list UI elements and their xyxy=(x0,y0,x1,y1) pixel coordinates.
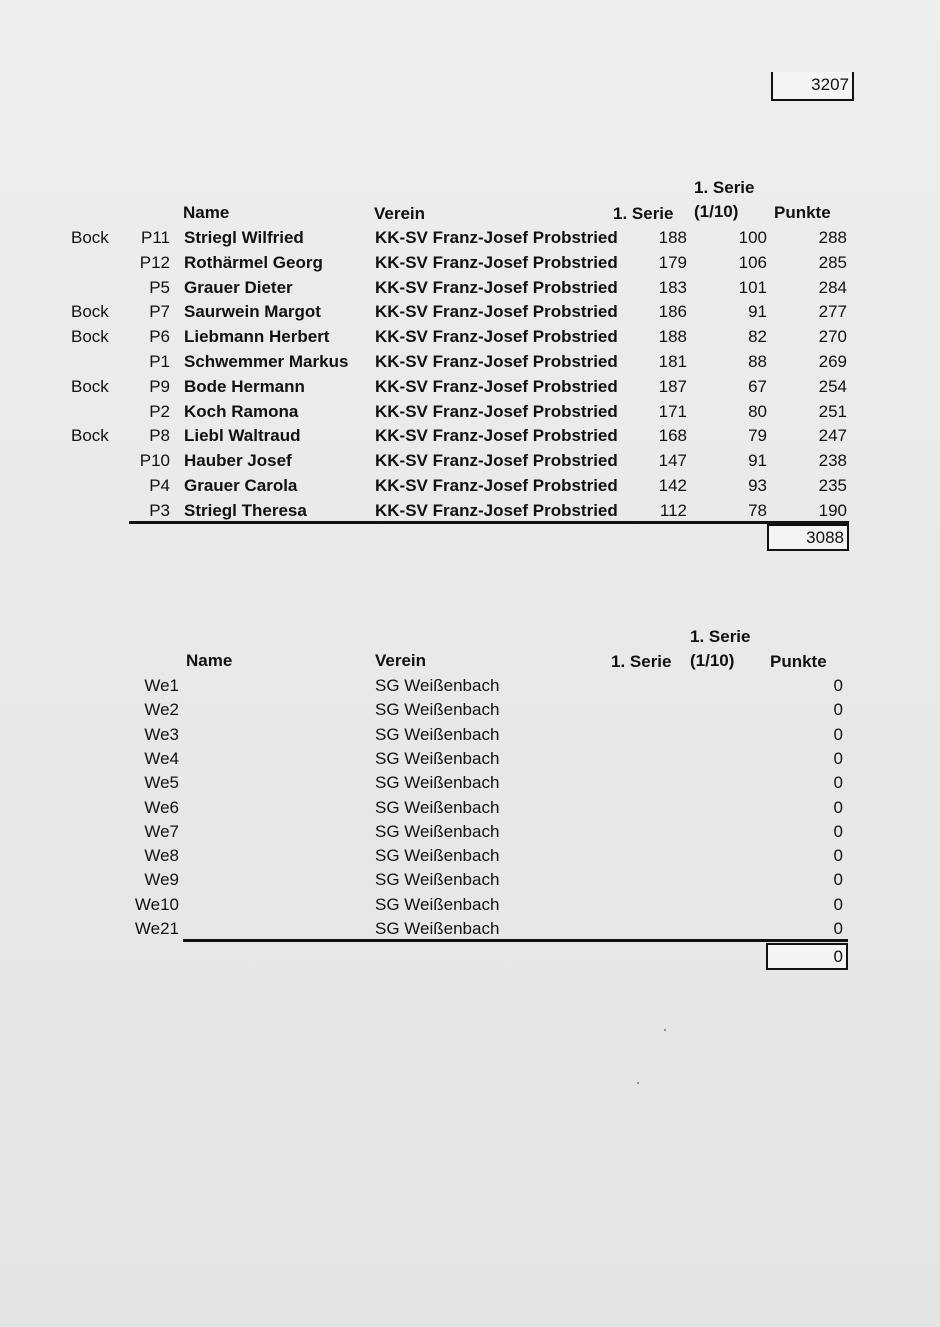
row-punkte: 254 xyxy=(818,376,847,396)
row-position: We6 xyxy=(144,797,179,817)
team1-sum-rule xyxy=(129,521,849,524)
row-name: Liebl Waltraud xyxy=(184,426,301,446)
row-position: P11 xyxy=(141,228,170,247)
row-verein: SG Weißenbach xyxy=(375,919,500,938)
row-name: Hauber Josef xyxy=(184,451,292,471)
row-name: Liebmann Herbert xyxy=(184,327,330,347)
team1-header-serie-tenth-line2: (1/10) xyxy=(694,202,739,221)
team1-header-name: Name xyxy=(183,203,230,222)
row-serie-tenth: 79 xyxy=(748,426,767,446)
row-serie-tenth: 91 xyxy=(748,302,767,322)
row-position: We10 xyxy=(134,894,179,914)
row-punkte: 0 xyxy=(833,724,843,744)
row-verein: KK-SV Franz-Josef Probstried xyxy=(375,376,618,396)
row-verein: SG Weißenbach xyxy=(375,894,500,914)
row-serie: 188 xyxy=(658,327,687,347)
row-verein: KK-SV Franz-Josef Probstried xyxy=(375,476,618,495)
row-position: We4 xyxy=(144,748,179,768)
row-position: We3 xyxy=(144,724,179,744)
row-serie-tenth: 93 xyxy=(748,476,767,495)
row-punkte: 251 xyxy=(818,401,847,421)
row-punkte: 277 xyxy=(818,302,847,322)
row-name: Grauer Carola xyxy=(184,476,298,495)
row-serie: 188 xyxy=(658,228,687,247)
row-position: We1 xyxy=(144,676,179,695)
row-position: P1 xyxy=(149,352,170,371)
row-name: Koch Ramona xyxy=(184,401,299,421)
paper-speck xyxy=(664,1029,666,1031)
row-position: P7 xyxy=(149,302,170,322)
team2-header-punkte: Punkte xyxy=(770,652,827,671)
team2-header-name: Name xyxy=(186,651,233,670)
team1-total-box: 3088 xyxy=(767,524,849,551)
team2-total-box: 0 xyxy=(766,943,848,970)
row-name: Bode Hermann xyxy=(184,376,305,396)
team2-header-verein: Verein xyxy=(375,651,427,670)
row-verein: SG Weißenbach xyxy=(375,846,500,866)
row-verein: SG Weißenbach xyxy=(375,724,500,744)
row-position: We8 xyxy=(144,846,179,866)
row-verein: KK-SV Franz-Josef Probstried xyxy=(375,302,618,322)
row-position: We9 xyxy=(144,870,179,890)
row-serie-tenth: 88 xyxy=(748,352,767,371)
row-serie: 186 xyxy=(658,302,687,322)
row-serie-tenth: 106 xyxy=(738,252,767,272)
row-tag: Bock xyxy=(71,302,109,322)
row-serie: 168 xyxy=(658,426,687,446)
row-position: P10 xyxy=(139,451,170,471)
row-tag: Bock xyxy=(71,228,109,247)
row-serie-tenth: 100 xyxy=(738,228,767,247)
team2-header-serie-tenth-line2: (1/10) xyxy=(690,651,735,670)
row-verein: KK-SV Franz-Josef Probstried xyxy=(375,500,618,520)
grand-total-box: 3207 xyxy=(771,72,854,101)
row-punkte: 0 xyxy=(833,919,843,938)
row-serie: 142 xyxy=(658,476,687,495)
row-position: P2 xyxy=(149,401,170,421)
row-punkte: 288 xyxy=(818,228,847,247)
row-verein: SG Weißenbach xyxy=(375,676,500,695)
row-name: Schwemmer Markus xyxy=(184,352,349,371)
row-position: P3 xyxy=(149,500,170,520)
row-position: P6 xyxy=(149,327,170,347)
row-verein: SG Weißenbach xyxy=(375,700,500,720)
row-punkte: 190 xyxy=(818,500,847,520)
row-position: P9 xyxy=(149,376,170,396)
row-position: P5 xyxy=(149,277,170,297)
row-position: We2 xyxy=(144,700,179,720)
row-punkte: 0 xyxy=(833,846,843,866)
row-punkte: 235 xyxy=(818,476,847,495)
row-position: We21 xyxy=(134,919,179,938)
row-name: Striegl Theresa xyxy=(184,500,307,520)
row-verein: SG Weißenbach xyxy=(375,870,500,890)
row-serie-tenth: 91 xyxy=(748,451,767,471)
row-serie-tenth: 78 xyxy=(748,500,767,520)
paper-speck xyxy=(637,1082,639,1084)
row-position: P12 xyxy=(139,252,170,272)
row-verein: KK-SV Franz-Josef Probstried xyxy=(375,277,618,297)
row-serie: 171 xyxy=(658,401,687,421)
team1-header-serie: 1. Serie xyxy=(613,204,674,223)
row-punkte: 0 xyxy=(833,797,843,817)
row-serie-tenth: 101 xyxy=(738,277,767,297)
row-verein: KK-SV Franz-Josef Probstried xyxy=(375,352,618,371)
row-punkte: 238 xyxy=(818,451,847,471)
row-punkte: 270 xyxy=(818,327,847,347)
row-verein: KK-SV Franz-Josef Probstried xyxy=(375,327,618,347)
row-tag: Bock xyxy=(71,426,109,446)
row-punkte: 0 xyxy=(833,870,843,890)
row-serie-tenth: 80 xyxy=(748,401,767,421)
row-punkte: 0 xyxy=(833,894,843,914)
team2-sum-rule xyxy=(183,939,848,942)
row-serie: 181 xyxy=(658,352,687,371)
row-position: P4 xyxy=(149,476,170,495)
row-verein: KK-SV Franz-Josef Probstried xyxy=(375,451,618,471)
row-position: We7 xyxy=(144,821,179,841)
row-tag: Bock xyxy=(71,376,109,396)
team1-header-verein: Verein xyxy=(374,204,426,223)
row-verein: KK-SV Franz-Josef Probstried xyxy=(375,426,618,446)
row-verein: KK-SV Franz-Josef Probstried xyxy=(375,228,618,247)
row-serie: 112 xyxy=(659,500,687,520)
row-verein: KK-SV Franz-Josef Probstried xyxy=(375,401,618,421)
row-name: Saurwein Margot xyxy=(184,302,321,322)
row-name: Grauer Dieter xyxy=(184,277,293,297)
row-tag: Bock xyxy=(71,327,109,347)
row-verein: SG Weißenbach xyxy=(375,748,500,768)
team2-header-serie-tenth-line1: 1. Serie xyxy=(690,627,751,646)
row-serie: 147 xyxy=(658,451,687,471)
row-verein: SG Weißenbach xyxy=(375,821,500,841)
row-name: Rothärmel Georg xyxy=(184,252,323,272)
row-serie: 179 xyxy=(658,252,687,272)
team1-header-serie-tenth-line1: 1. Serie xyxy=(694,178,755,197)
row-punkte: 247 xyxy=(818,426,847,446)
row-verein: SG Weißenbach xyxy=(375,773,500,793)
team2-header-serie: 1. Serie xyxy=(611,652,672,671)
row-punkte: 0 xyxy=(833,821,843,841)
row-position: P8 xyxy=(149,426,170,446)
row-serie: 187 xyxy=(658,376,687,396)
row-punkte: 0 xyxy=(833,773,843,793)
row-serie: 183 xyxy=(658,277,687,297)
team1-header-punkte: Punkte xyxy=(774,203,831,222)
row-punkte: 285 xyxy=(818,252,847,272)
row-serie-tenth: 82 xyxy=(748,327,767,347)
row-punkte: 0 xyxy=(833,748,843,768)
row-verein: KK-SV Franz-Josef Probstried xyxy=(375,252,618,272)
row-punkte: 269 xyxy=(818,352,847,371)
row-punkte: 0 xyxy=(833,676,843,695)
row-name: Striegl Wilfried xyxy=(184,228,304,247)
row-punkte: 284 xyxy=(818,277,847,297)
row-verein: SG Weißenbach xyxy=(375,797,500,817)
row-punkte: 0 xyxy=(833,700,843,720)
row-position: We5 xyxy=(144,773,179,793)
row-serie-tenth: 67 xyxy=(748,376,767,396)
